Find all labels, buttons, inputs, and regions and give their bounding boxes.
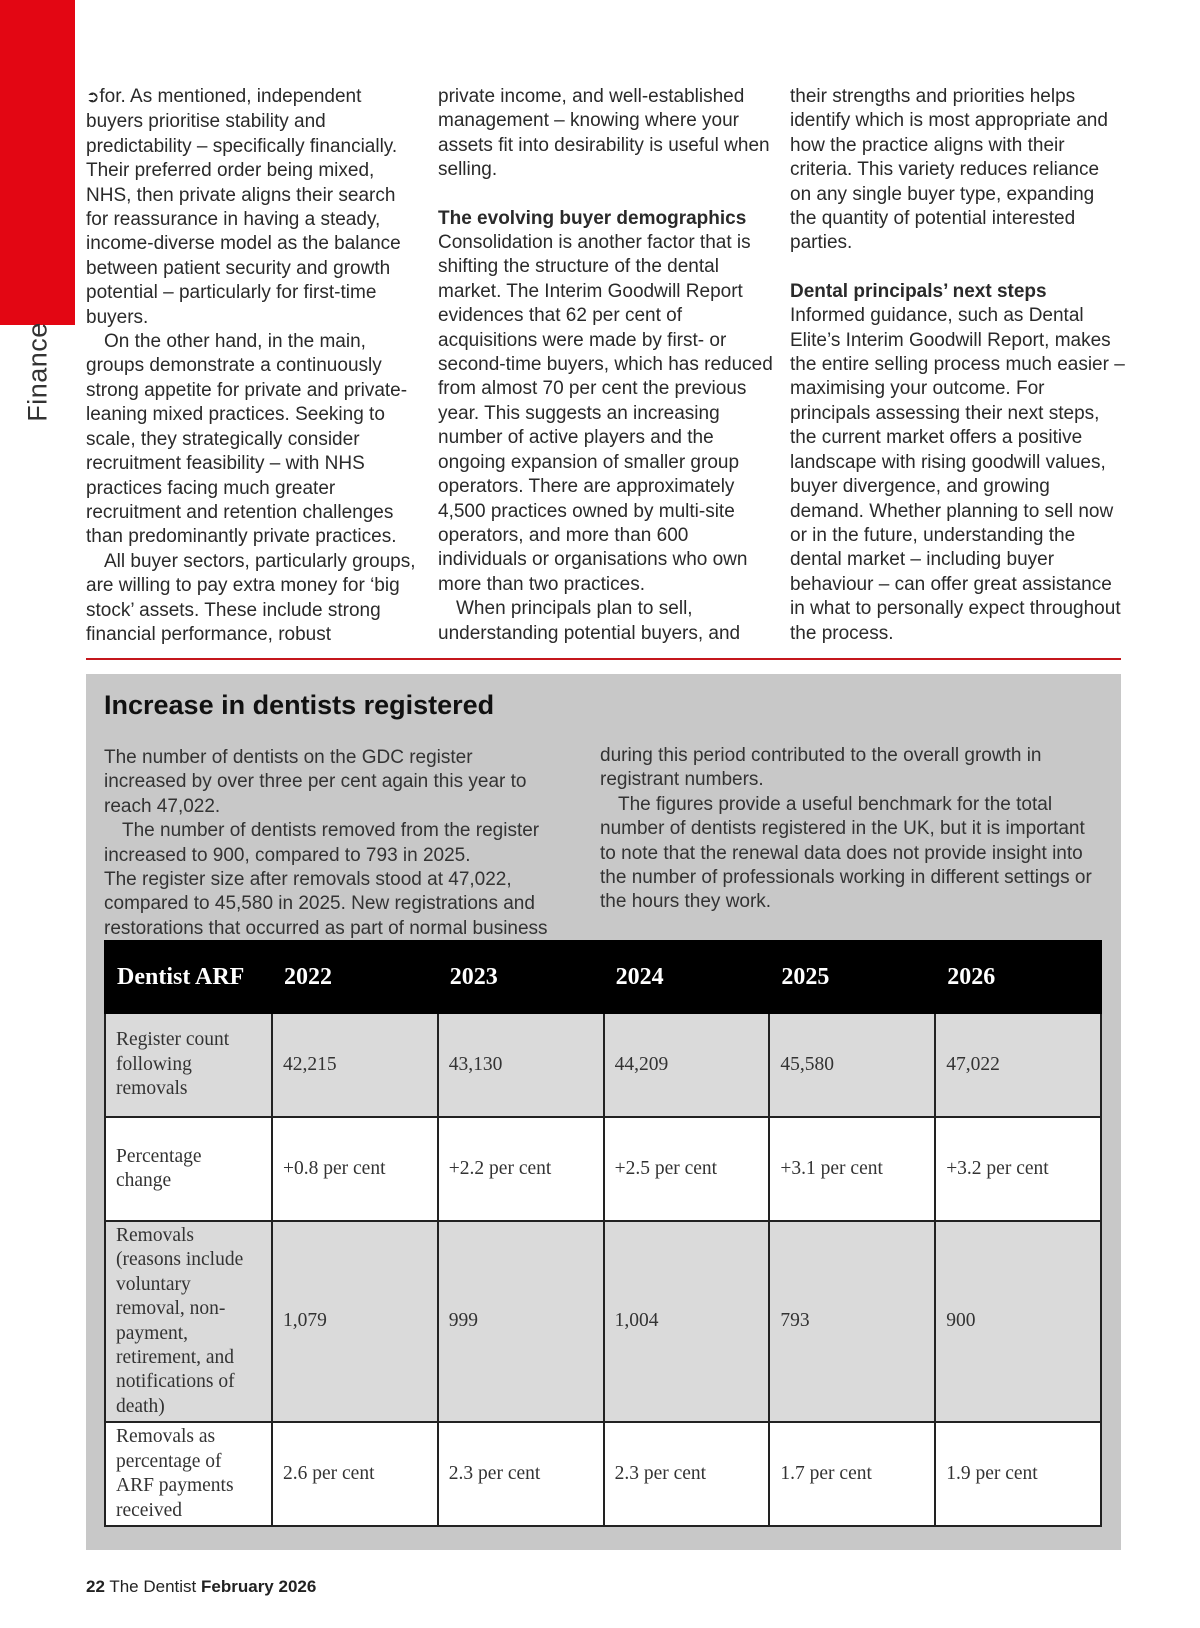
table-cell: 2.3 per cent	[604, 1422, 770, 1526]
box-column-left	[104, 746, 559, 941]
table-cell: 42,215	[272, 1013, 438, 1117]
article-paragraph: When principals plan to sell, understanding potential buyers, and	[438, 598, 741, 644]
table-cell: 2.3 per cent	[438, 1422, 604, 1526]
row-label: Percentage change	[105, 1117, 272, 1221]
box-paragraph: The figures provide a useful benchmark for the total number of dentists registered in the UK, but it is important to note that the renewal data does not provide insight into the number of professionals working in different settings or the hours they work.	[600, 793, 1092, 913]
article-paragraph: On the other hand, in the main, groups demonstrate a continuously strong appetite for private and private-leaning mixed practices. Seeking to scale, they strategically consider recruitment feasibility – with NHS practices facing much greater recruitment and retention challenges than predominantly private practices.	[86, 331, 408, 548]
table-header-cell: Dentist ARF	[105, 941, 272, 1013]
table-header-row	[105, 941, 1101, 1013]
table-cell: +3.1 per cent	[769, 1117, 935, 1221]
article-paragraph: Consolidation is another factor that is shifting the structure of the dental market. The Interim Goodwill Report evidences that 62 per cent of acquisitions were made by first- or second-time buyers, which has reduced from almost 70 per cent the previous year. This suggests an increasing number of active players and the ongoing expansion of smaller group operators. There are approximately 4,500 practices owned by multi-site operators, and more than 600 individuals or organisations who own more than two practices.	[438, 232, 773, 595]
row-label: Register count following removals	[105, 1013, 272, 1117]
table-cell: 44,209	[604, 1013, 770, 1117]
box-paragraph: The number of dentists on the GDC register increased by over three per cent again this year to reach 47,022.	[104, 747, 527, 817]
box-paragraph: The number of dentists removed from the register increased to 900, compared to 793 in 2025.	[104, 820, 540, 866]
publication-name: The Dentist	[109, 1577, 197, 1596]
article-column-2	[438, 85, 773, 646]
table-header-cell: 2023	[438, 941, 604, 1013]
box-paragraph: during this period contributed to the overall growth in registrant numbers.	[600, 745, 1042, 791]
table-cell: 45,580	[769, 1013, 935, 1117]
arf-table	[104, 940, 1102, 1527]
article-paragraph: ➲for. As mentioned, independent buyers prioritise stability and predictability – specifically financially. Their preferred order being mixed, NHS, then private aligns their search for reassurance in having a steady, income-diverse model as the balance between patient security and growth potential – particularly for first-time buyers.	[86, 86, 401, 328]
article-paragraph: All buyer sectors, particularly groups, are willing to pay extra money for ‘big stock’ assets. These include strong financial performance, robust	[86, 550, 416, 645]
table-row	[105, 1117, 1101, 1221]
info-box	[86, 674, 1121, 1550]
article-column-1	[86, 85, 421, 647]
table-header-cell: 2026	[935, 941, 1101, 1013]
table-cell: 793	[769, 1221, 935, 1422]
article-body	[86, 85, 1125, 650]
row-label: Removals (reasons include voluntary removal, non-payment, retirement, and notifications of death)	[105, 1221, 272, 1422]
table-cell: 43,130	[438, 1013, 604, 1117]
table-cell: +3.2 per cent	[935, 1117, 1101, 1221]
box-column-right	[600, 744, 1105, 915]
table-row	[105, 1013, 1101, 1117]
table-cell: 1.7 per cent	[769, 1422, 935, 1526]
table-cell: +2.5 per cent	[604, 1117, 770, 1221]
table-row	[105, 1221, 1101, 1422]
page-number: 22	[86, 1577, 105, 1596]
table-header-cell: 2024	[604, 941, 770, 1013]
page-footer	[86, 1577, 316, 1597]
article-paragraph: Informed guidance, such as Dental Elite’s Interim Goodwill Report, makes the entire selling process much easier – maximising your outcome. For principals assessing their next steps, the current market offers a positive landscape with rising goodwill values, buyer divergence, and growing demand. Whether planning to sell now or in the future, understanding the dental market – including buyer behaviour – can offer great assistance in what to personally expect throughout the process.	[790, 305, 1125, 644]
box-title: Increase in dentists registered	[104, 690, 495, 720]
continuation-arrow-icon: ➲	[86, 89, 100, 106]
section-label: Finance	[22, 322, 53, 422]
row-label: Removals as percentage of ARF payments received	[105, 1422, 272, 1526]
table-cell: 1,004	[604, 1221, 770, 1422]
table-header-cell: 2025	[769, 941, 935, 1013]
subheading: Dental principals’ next steps	[790, 280, 1047, 302]
table-cell: 900	[935, 1221, 1101, 1422]
table-cell: 1.9 per cent	[935, 1422, 1101, 1526]
section-color-bar	[0, 0, 75, 325]
subheading: The evolving buyer demographics	[438, 207, 747, 229]
section-divider	[86, 658, 1121, 660]
table-row	[105, 1422, 1101, 1526]
article-paragraph: private income, and well-established management – knowing where your assets fit into desirability is useful when selling.	[438, 86, 770, 181]
table-cell: +2.2 per cent	[438, 1117, 604, 1221]
table-cell: 47,022	[935, 1013, 1101, 1117]
issue-date: February 2026	[201, 1577, 317, 1596]
table-cell: 1,079	[272, 1221, 438, 1422]
table-header-cell: 2022	[272, 941, 438, 1013]
table-cell: 2.6 per cent	[272, 1422, 438, 1526]
table-cell: 999	[438, 1221, 604, 1422]
article-column-3	[790, 85, 1125, 646]
box-paragraph: The register size after removals stood at 47,022, compared to 45,580 in 2025. New registrations and restorations that occurred as part of normal business	[104, 869, 548, 939]
table-cell: +0.8 per cent	[272, 1117, 438, 1221]
article-paragraph: their strengths and priorities helps identify which is most appropriate and how the practice aligns with their criteria. This variety reduces reliance on any single buyer type, expanding the quantity of potential interested parties.	[790, 86, 1108, 254]
